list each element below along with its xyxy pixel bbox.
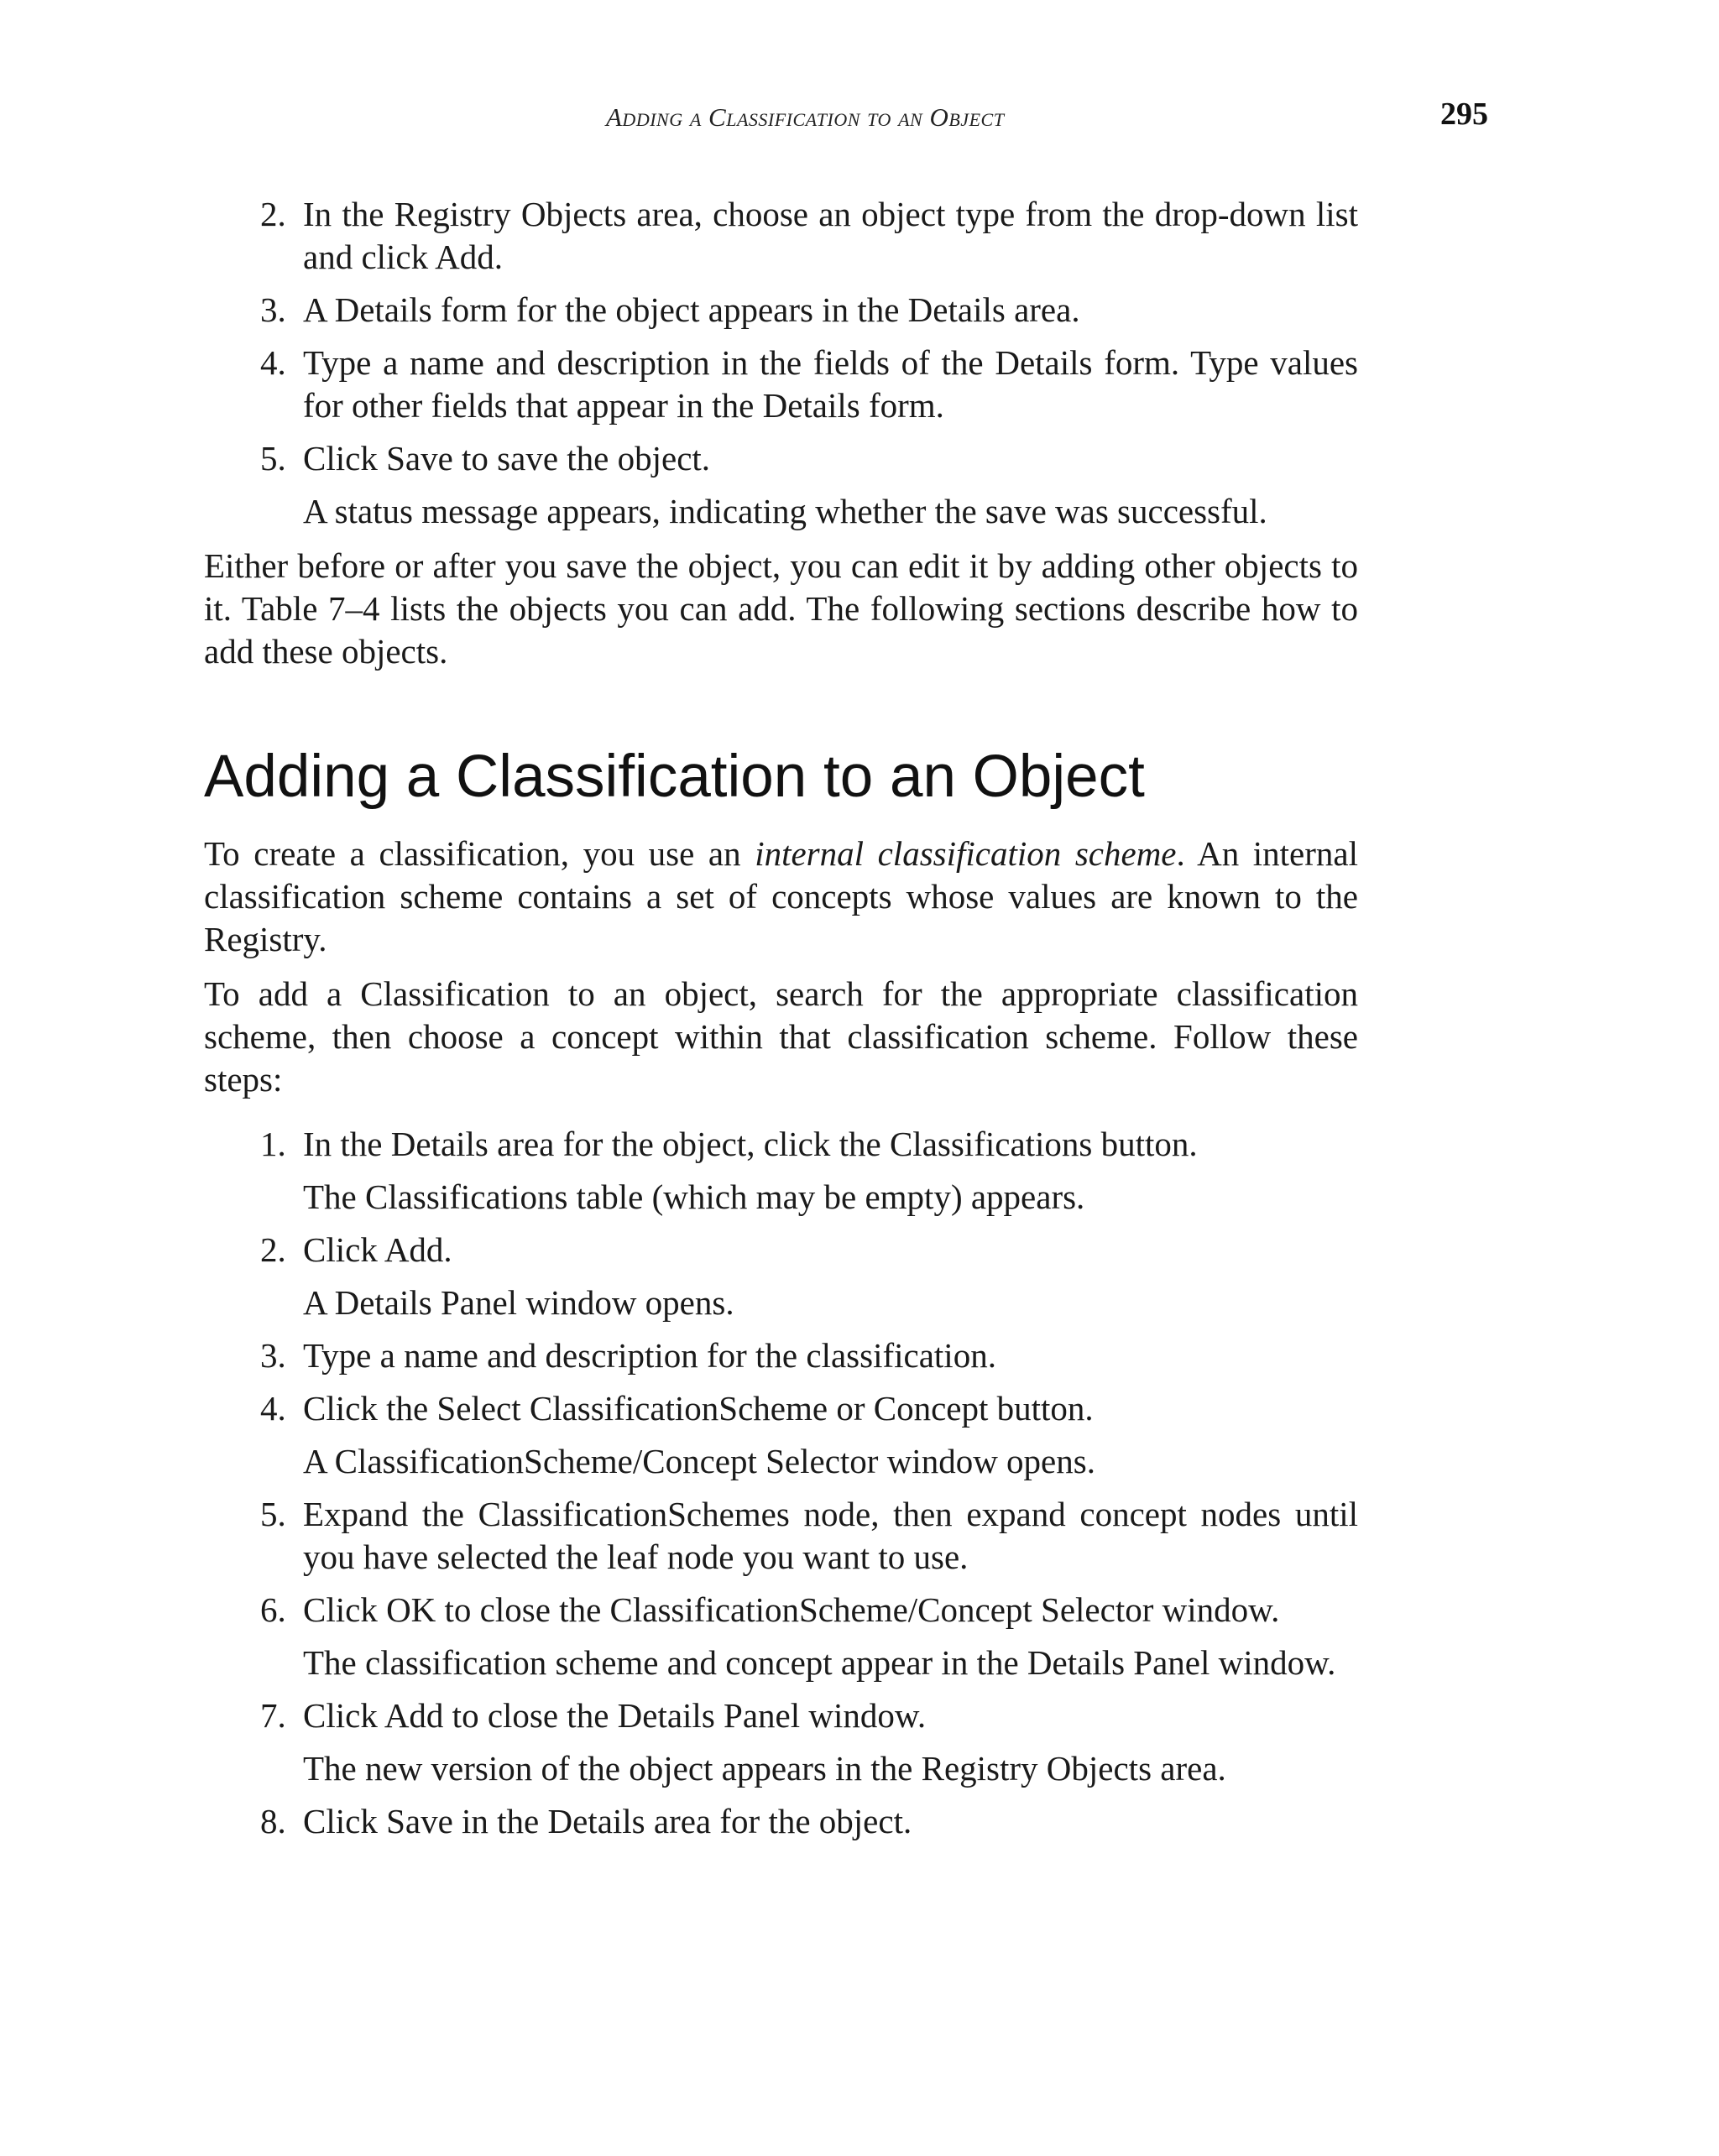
procedure-list <box>204 1123 1358 1843</box>
paragraph-text: To create a classification, you use an <box>204 834 755 873</box>
step-number: 7. <box>260 1696 286 1735</box>
page-number: 295 <box>1440 97 1488 132</box>
step-text: Click Save to save the object. <box>303 439 711 478</box>
step-number: 3. <box>260 290 286 329</box>
step-number: 5. <box>260 439 286 478</box>
paragraph-text: . An internal classification scheme contains a set of concepts whose values are known to the Registry. <box>204 834 1358 958</box>
list-item <box>204 1800 1358 1843</box>
step-text: Type a name and description in the fields of the Details form. Type values for other fields that appear in the Details form. <box>303 343 1358 425</box>
step-text: Click Save in the Details area for the object. <box>303 1802 912 1840</box>
paragraph-internal-scheme <box>204 833 1358 961</box>
step-number: 3. <box>260 1336 286 1375</box>
step-number: 2. <box>260 195 286 233</box>
list-item <box>204 1229 1358 1324</box>
step-note: A Details Panel window opens. <box>303 1283 734 1322</box>
step-text: Type a name and description for the classification. <box>303 1336 996 1375</box>
step-note: The Classifications table (which may be empty) appears. <box>303 1177 1085 1216</box>
list-item <box>204 1493 1358 1579</box>
procedure-list-continued <box>204 193 1358 533</box>
list-item <box>204 1123 1358 1219</box>
step-text: Expand the ClassificationSchemes node, then expand concept nodes until you have selected the leaf node you want to use. <box>303 1495 1358 1576</box>
list-item <box>204 342 1358 427</box>
paragraph-add-classification: To add a Classification to an object, search for the appropriate classification scheme, then choose a concept within that classification scheme. Follow these steps: <box>204 974 1358 1099</box>
step-text: Click Add to close the Details Panel window. <box>303 1696 927 1735</box>
step-text: In the Details area for the object, click the Classifications button. <box>303 1125 1198 1163</box>
step-number: 4. <box>260 1389 286 1428</box>
list-item <box>204 1334 1358 1377</box>
step-number: 6. <box>260 1590 286 1629</box>
step-number: 5. <box>260 1495 286 1533</box>
section-heading: Adding a Classification to an Object <box>204 744 1145 810</box>
list-item <box>204 1387 1358 1483</box>
step-text: In the Registry Objects area, choose an object type from the drop-down list and click Add. <box>303 195 1358 276</box>
step-number: 4. <box>260 343 286 382</box>
running-head <box>606 102 1004 133</box>
list-item <box>204 289 1358 331</box>
step-note: A status message appears, indicating whether the save was successful. <box>303 492 1267 530</box>
step-number: 8. <box>260 1802 286 1840</box>
page-content <box>204 193 1358 1853</box>
step-note: The new version of the object appears in the Registry Objects area. <box>303 1749 1226 1788</box>
step-text: Click OK to close the ClassificationScheme/Concept Selector window. <box>303 1590 1280 1629</box>
list-item <box>204 1694 1358 1790</box>
list-item <box>204 437 1358 533</box>
running-head-text: Adding a Classification to an Object <box>606 102 1005 132</box>
step-text: A Details form for the object appears in the Details area. <box>303 290 1080 329</box>
paragraph-editing-objects: Either before or after you save the object, you can edit it by adding other objects to it. Table 7–4 lists the objects you can add. The following sections describe how to add these objects. <box>204 546 1358 671</box>
step-note: The classification scheme and concept appear in the Details Panel window. <box>303 1643 1336 1682</box>
step-text: Click Add. <box>303 1230 452 1269</box>
step-text: Click the Select ClassificationScheme or Concept button. <box>303 1389 1094 1428</box>
list-item <box>204 193 1358 279</box>
list-item <box>204 1589 1358 1684</box>
step-number: 1. <box>260 1125 286 1163</box>
step-note: A ClassificationScheme/Concept Selector window opens. <box>303 1442 1095 1480</box>
emphasized-term: internal classification scheme <box>755 834 1177 873</box>
step-number: 2. <box>260 1230 286 1269</box>
